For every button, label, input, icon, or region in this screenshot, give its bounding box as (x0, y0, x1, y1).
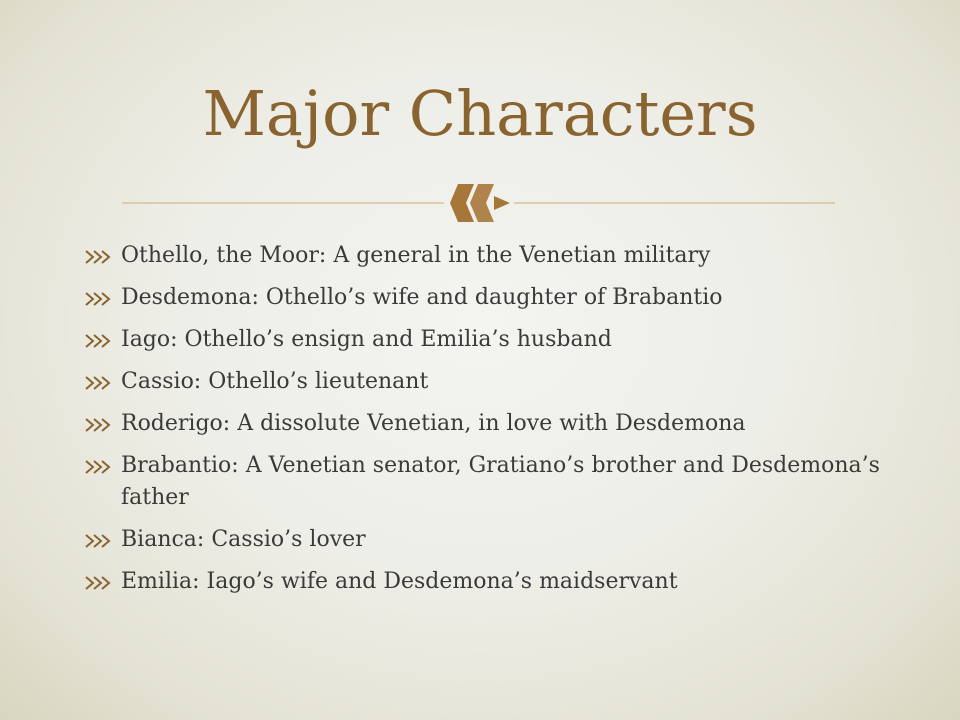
slide-title: Major Characters (202, 77, 758, 150)
bullet-text: Bianca: Cassio’s lover (121, 527, 366, 552)
bullet-text: Brabantio: A Venetian senator, Gratiano’s brother and Desdemona’s father (121, 453, 880, 510)
character-list (84, 240, 884, 608)
double-chevron-outline-icon (84, 458, 112, 476)
double-chevron-outline-icon (84, 332, 112, 350)
bullet-text: Emilia: Iago’s wife and Desdemona’s maidservant (121, 569, 678, 594)
bullet-text: Othello, the Moor: A general in the Venetian military (121, 243, 711, 268)
list-item (84, 240, 884, 272)
list-item (84, 366, 884, 398)
bullet-text: Iago: Othello’s ensign and Emilia’s husband (121, 327, 612, 352)
list-item (84, 282, 884, 314)
double-chevron-outline-icon (84, 374, 112, 392)
bullet-text: Roderigo: A dissolute Venetian, in love with Desdemona (121, 411, 746, 436)
double-chevron-outline-icon (84, 574, 112, 592)
bullet-text: Desdemona: Othello’s wife and daughter of Brabantio (121, 285, 723, 310)
title-divider (122, 178, 835, 228)
list-item (84, 324, 884, 356)
list-item (84, 450, 884, 514)
double-chevron-outline-icon (84, 248, 112, 266)
double-chevron-outline-icon (84, 290, 112, 308)
list-item (84, 524, 884, 556)
double-chevron-outline-icon (84, 416, 112, 434)
list-item (84, 408, 884, 440)
double-chevron-icon (450, 184, 510, 222)
double-chevron-outline-icon (84, 532, 112, 550)
list-item (84, 566, 884, 598)
bullet-text: Cassio: Othello’s lieutenant (121, 369, 429, 394)
